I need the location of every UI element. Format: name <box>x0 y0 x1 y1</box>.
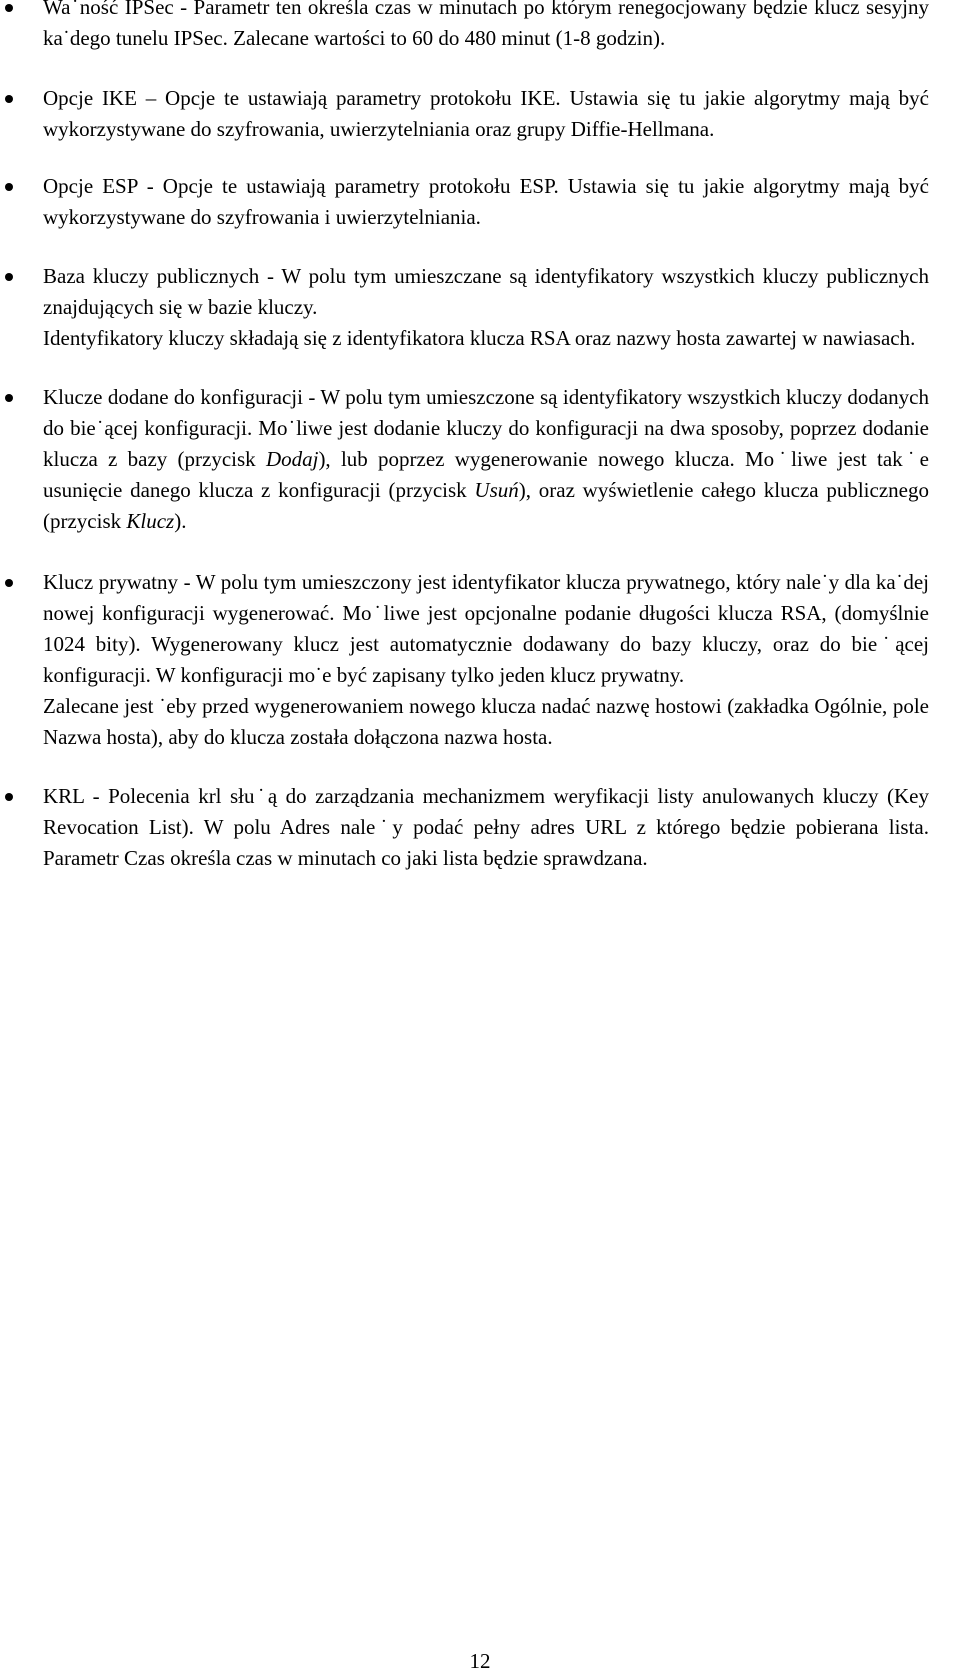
list-item-private-key <box>0 567 929 753</box>
list-item-esp-options <box>0 171 929 233</box>
bullet-icon <box>5 273 13 281</box>
bullet-icon <box>5 579 13 587</box>
bullet-icon <box>5 95 13 103</box>
text-run: ), oraz wyświetlenie całego klucza publicznego (przycisk <box>43 478 929 533</box>
list-item-ike-options <box>0 83 929 145</box>
list-item-text: Wa˙ność IPSec - Parametr ten określa czas w minutach po którym renegocjowany będzie klucz sesyjny ka˙dego tunelu IPSec. Zalecane wartości to 60 do 480 minut (1-8 godzin). <box>43 0 929 50</box>
button-name-dodaj: Dodaj <box>265 447 319 471</box>
bullet-icon <box>5 394 13 402</box>
page-number: 12 <box>469 1649 491 1673</box>
list-item-text: Zalecane jest ˙eby przed wygenerowaniem nowego klucza nadać nazwę hostowi (zakładka Ogólnie, pole Nazwa hosta), aby do klucza została dołączona nazwa hosta. <box>43 694 929 749</box>
text-run: Klucze dodane do konfiguracji - W polu tym umieszczone są identyfikatory wszystkich kluczy dodanych do bie˙ącej konfiguracji. Mo˙liwe jest dodanie kluczy do konfiguracji na dwa sposoby, poprzez dodanie klucza z bazy (przycisk <box>43 385 929 471</box>
list-item-krl <box>0 781 929 874</box>
list-item-keys-added <box>0 382 929 537</box>
text-run: ). <box>174 509 187 533</box>
bullet-icon <box>5 4 13 12</box>
list-item-text: KRL - Polecenia krl słu˙ą do zarządzania mechanizmem weryfikacji listy anulowanych kluczy (Key Revocation List). W polu Adres nale˙y podać pełny adres URL z którego będzie pobierana lista. Parametr Czas określa czas w minutach co jaki lista będzie sprawdzana. <box>43 784 929 870</box>
button-name-klucz: Klucz <box>126 509 175 533</box>
list-item-text <box>43 382 929 537</box>
list-item-text: Identyfikatory kluczy składają się z identyfikatora klucza RSA oraz nazwy hosta zawartej w nawiasach. <box>43 326 916 350</box>
list-item-public-key-base <box>0 261 929 354</box>
text-run: ), lub poprzez wygenerowanie nowego klucza. Mo˙liwe jest tak˙e usunięcie danego klucza z konfiguracji (przycisk <box>43 447 929 502</box>
list-item-text: Opcje ESP - Opcje te ustawiają parametry protokołu ESP. Ustawia się tu jakie algorytmy mają być wykorzystywane do szyfrowania i uwierzytelniania. <box>43 174 929 229</box>
bullet-icon <box>5 183 13 191</box>
button-name-usun: Usuń <box>474 478 519 502</box>
bullet-icon <box>5 793 13 801</box>
list-item-text: Klucz prywatny - W polu tym umieszczony jest identyfikator klucza prywatnego, który nale˙y dla ka˙dej nowej konfiguracji wygenerować. Mo˙liwe jest opcjonalne podanie długości klucza RSA, (domyślnie 1024 bity). Wygenerowany klucz jest automatycznie dodawany do bazy kluczy, oraz do bie˙ącej konfiguracji. W konfiguracji mo˙e być zapisany tylko jeden klucz prywatny. <box>43 570 929 687</box>
list-item-text: Baza kluczy publicznych - W polu tym umieszczane są identyfikatory wszystkich kluczy publicznych znajdujących się w bazie kluczy. <box>43 264 929 319</box>
list-item-text: Opcje IKE – Opcje te ustawiają parametry protokołu IKE. Ustawia się tu jakie algorytmy mają być wykorzystywane do szyfrowania, uwierzytelniania oraz grupy Diffie-Hellmana. <box>43 86 929 141</box>
list-item-ipsec-lifetime <box>0 0 929 54</box>
